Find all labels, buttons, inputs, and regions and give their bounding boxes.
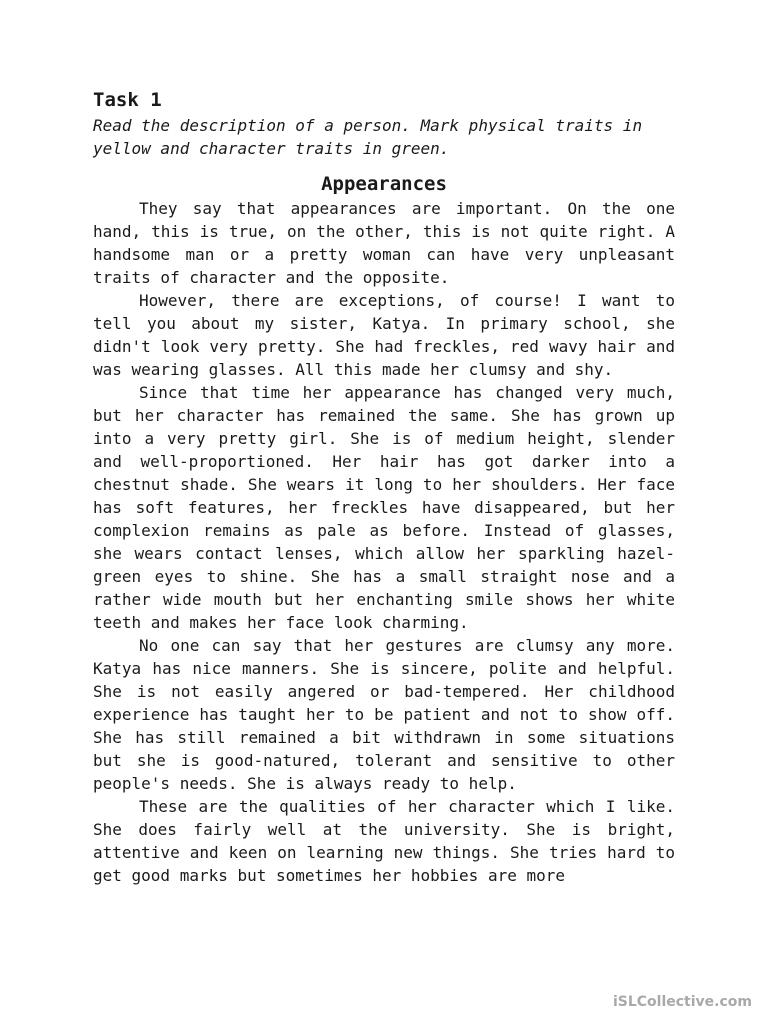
task-title: Task 1 (93, 89, 162, 111)
paragraph-2: However, there are exceptions, of course! I want to tell you about my sister, Katya. In primary school, she didn't look very pretty. She had freckles, red wavy hair and was wearing glasses. All this made her clumsy and shy. (93, 291, 675, 379)
article-title: Appearances (321, 173, 447, 195)
task-instructions: Read the description of a person. Mark physical traits in yellow and character traits in green. (93, 116, 643, 158)
paragraph-3: Since that time her appearance has changed very much, but her character has remained the same. She has grown up into a very pretty girl. She is of medium height, slender and well-proportioned. Her hair has got darker into a chestnut shade. She wears it long to her shoulders. Her face has soft features, her freckles have disappeared, but her complexion remains as pale as before. Instead of glasses, she wears contact lenses, which allow her sparkling hazel-green eyes to shine. She has a small straight nose and a rather wide mouth but her enchanting smile shows her white teeth and makes her face look charming. (93, 383, 675, 632)
paragraph-5: These are the qualities of her character which I like. She does fairly well at the university. She is bright, attentive and keen on learning new things. She tries hard to get good marks but sometimes her hobbies are more (93, 797, 675, 885)
paragraph-1: They say that appearances are important. On the one hand, this is true, on the other, this is not quite right. A handsome man or a pretty woman can have very unpleasant traits of character and the opposite. (93, 199, 675, 287)
worksheet-page (93, 86, 675, 887)
paragraph-4: No one can say that her gestures are clumsy any more. Katya has nice manners. She is sincere, polite and helpful. She is not easily angered or bad-tempered. Her childhood experience has taught her to be patient and not to show off. She has still remained a bit withdrawn in some situations but she is good-natured, tolerant and sensitive to other people's needs. She is always ready to help. (93, 636, 675, 793)
site-watermark: iSLCollective.com (612, 994, 752, 1010)
article-body (93, 197, 675, 887)
